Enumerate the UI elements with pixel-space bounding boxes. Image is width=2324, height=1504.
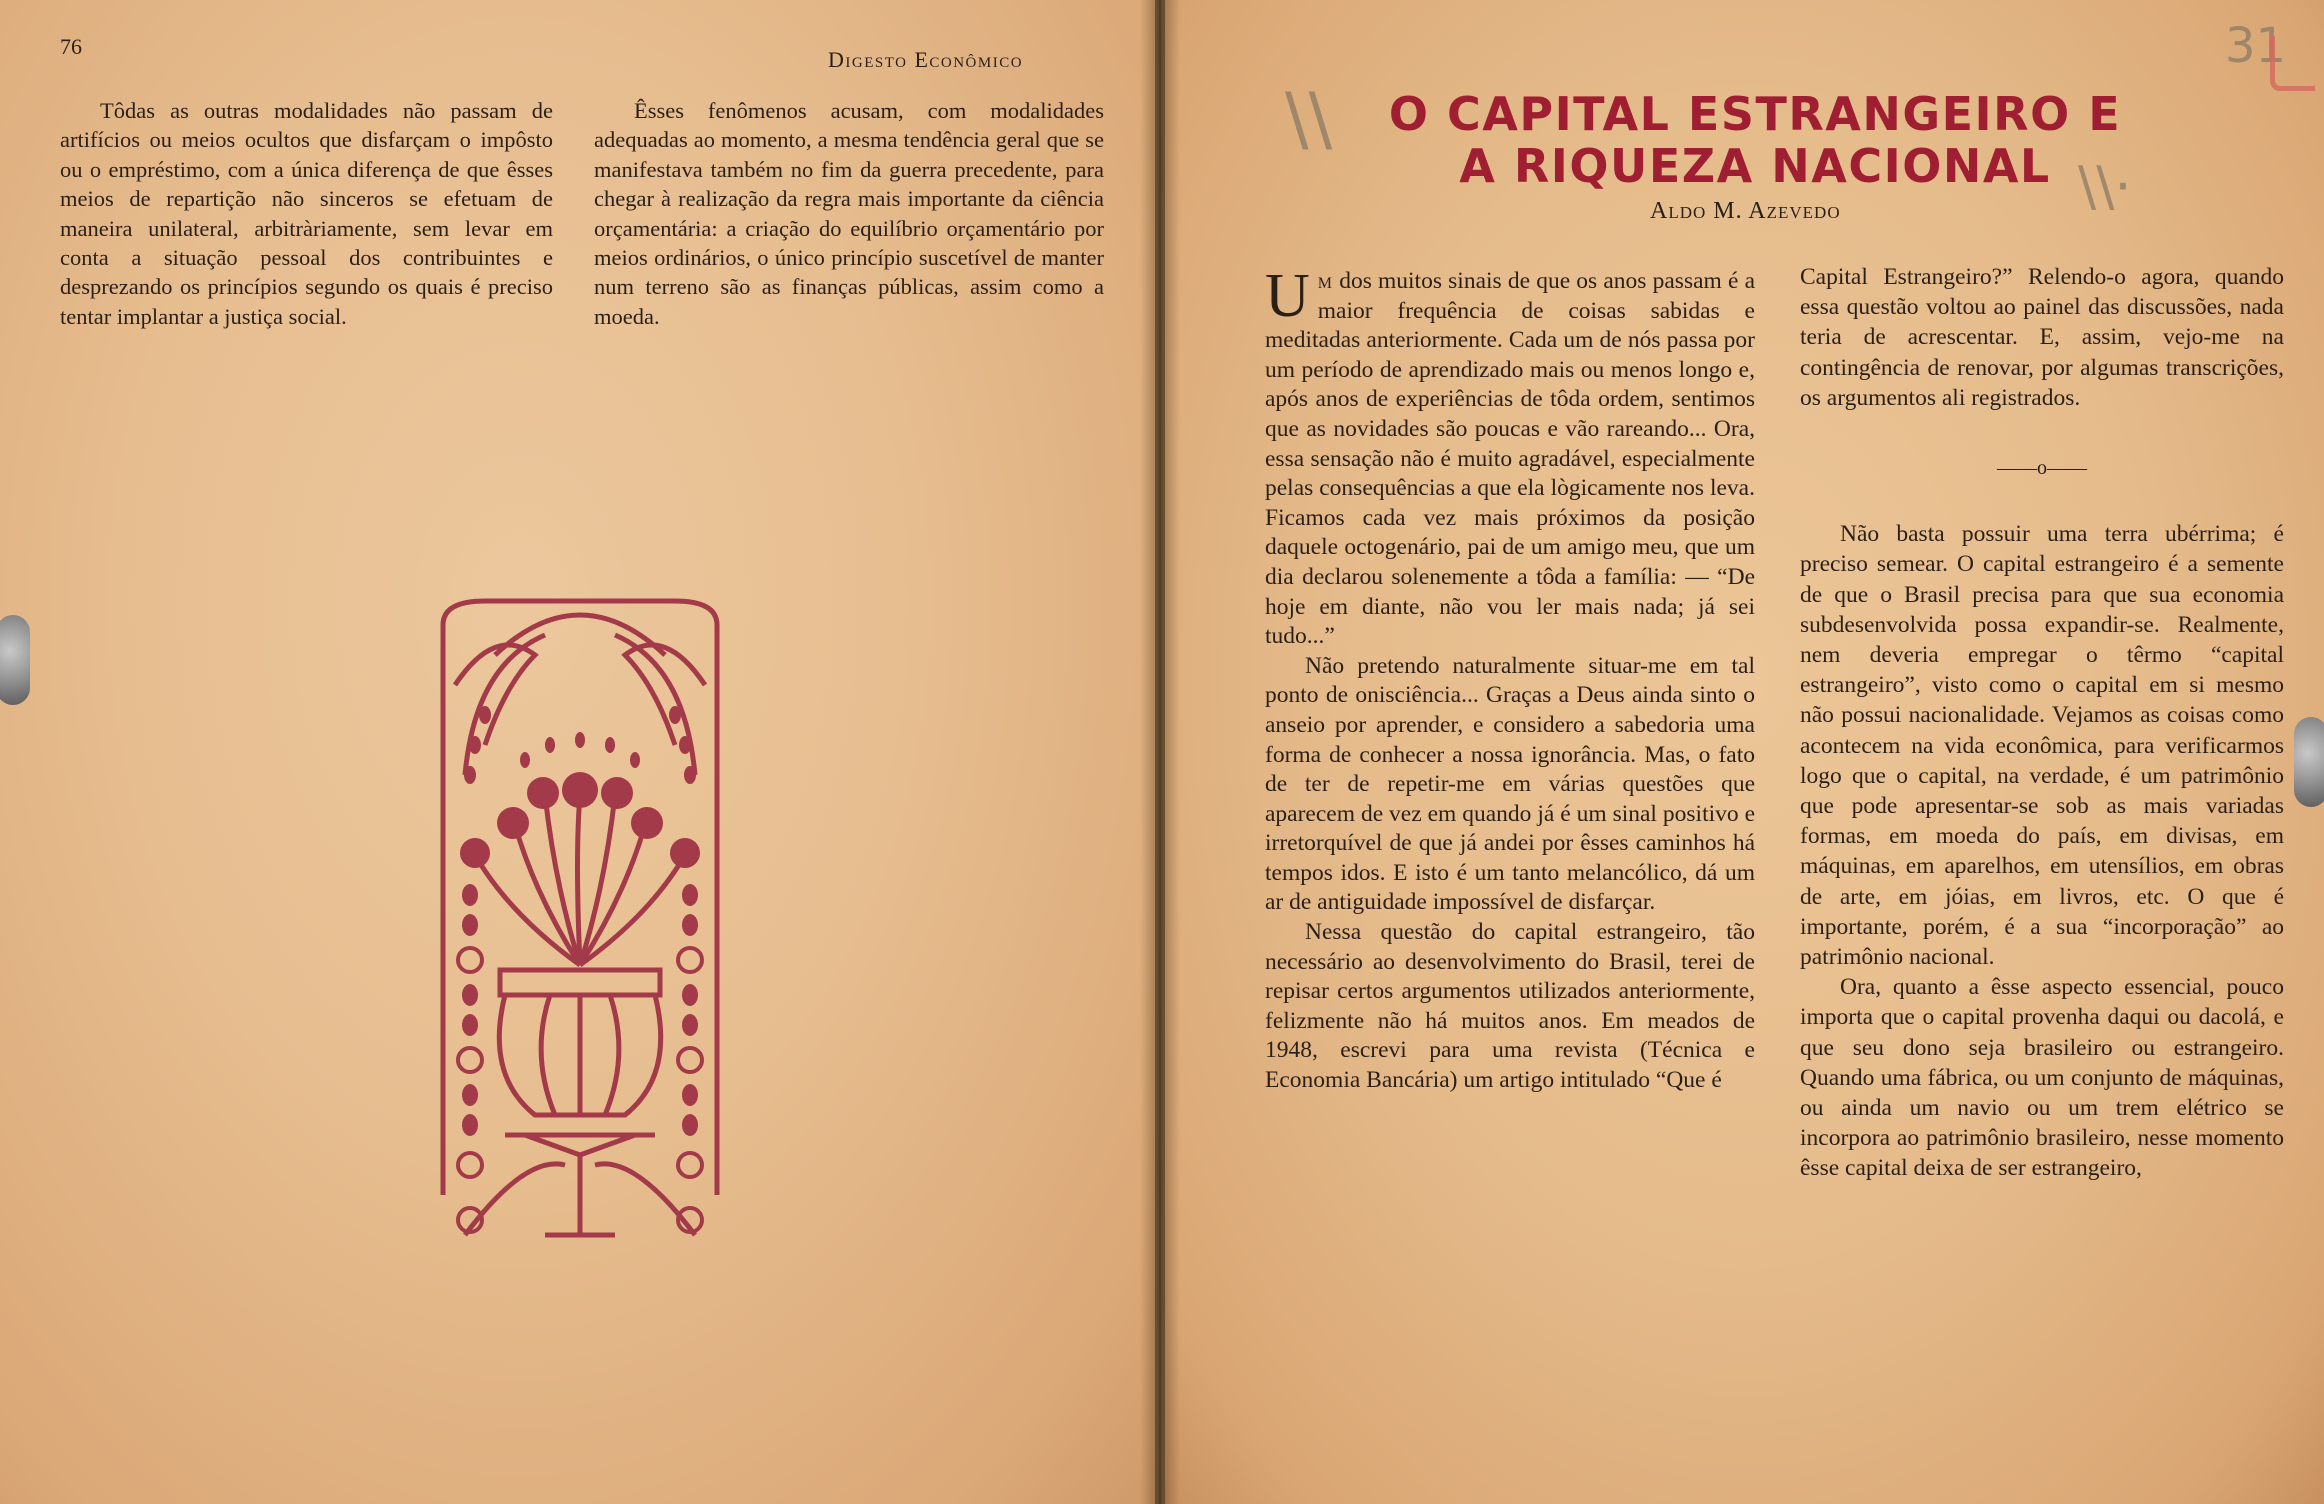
section-separator: ——o—— (1997, 457, 2087, 480)
first-word-rest: m (1317, 268, 1334, 294)
dropcap: U (1265, 262, 1310, 330)
paragraph: Tôdas as outras modalidades não passam de artifícios ou meios ocultos que disfarçam o impôsto ou o empréstimo, com a única diferença de que êsses meios de repartição não sinceros se efetuam de maneira unilateral, arbitràriamente, sem levar em conta a situação pessoal dos contribuintes e desprezando os princípios segundo os quais é preciso tentar implantar a justiça social. (60, 98, 553, 329)
running-head: Digesto Econômico (828, 47, 1024, 72)
left-page (0, 0, 1155, 1504)
article-author: Aldo M. Azevedo (1650, 198, 1841, 224)
paragraph: Ora, quanto a êsse aspecto essencial, pouco importa que o capital provenha daqui ou dacolá, e que seu dono seja brasileiro ou estrangeiro. Quando uma fábrica, ou um conjunto de máquinas, ou ainda um navio ou um trem elétrico se incorpora ao patrimônio brasileiro, nesse momento êsse capital deixa de ser estrangeiro, (1800, 974, 2284, 1182)
opening-text: dos muitos sinais de que os anos passam é a maior frequência de coisas sabidas e meditadas anteriormente. Cada um de nós passa por um período de aprendizado mais ou menos longo e, após anos de experiências de tôda ordem, sentimos que as novidades são poucas e vão rareando... Ora, essa sensação não é muito agradável, especialmente pelas consequências a que ela lògicamente nos leva. Ficamos cada vez mais próximos da posição daquele octogenário, pai de um amigo meu, que um dia declarou solenemente a tôda a família: — “De hoje em diante, não vou ler mais nada; já sei tudo...” (1265, 268, 1756, 650)
paragraph: Não pretendo naturalmente situar-me em tal ponto de onisciência... Graças a Deus ainda sinto o anseio por aprender, e considero a sabedoria uma forma de conhecer a nossa ignorância. Mas, o fato de ter de repetir-me em várias questões que aparecem de vez em quando já é um sinal positivo e irretorquível de que já andei por êsses caminhos há tempos idos. E isto é um tanto melancólico, dá um ar de antiguidade impossível de disfarçar. (1265, 652, 1755, 916)
paragraph: Capital Estrangeiro?” Relendo-o agora, quando essa questão voltou ao painel das discussões, nada teria de acrescentar. E, assim, vejo-me na contingência de renovar, por algumas transcrições, os argumentos ali registrados. (1800, 264, 2284, 411)
right-column-2 (1800, 262, 2284, 1184)
left-column-1 (60, 96, 553, 331)
pencil-page-mark: 31 (2225, 18, 2287, 74)
article-title: O CAPITAL ESTRANGEIRO E A RIQUEZA NACIONAL (1388, 87, 2122, 193)
paragraph: Não basta possuir uma terra ubérrima; é preciso semear. O capital estrangeiro é a semente de que o Brasil precisa para que sua economia subdesenvolvida possa expandir-se. Realmente, nem deveria empregar o têrmo “capital estrangeiro”, visto como o capital em si mesmo não possui nacionalidade. Vejamos as coisas como acontecem na vida econômica, para verificarmos logo que o capital, na verdade, é um patrimônio que pode apresentar-se sob as mais variadas formas, em moeda do país, em divisas, em máquinas, em aparelhos, em utensílios, em obras de arte, em jóias, em livros, etc. O que é importante, porém, é a sua “incorporação” ao patrimônio nacional. (1800, 521, 2284, 971)
paragraph: Êsses fenômenos acusam, com modalidades adequadas ao momento, a mesma tendência geral que se manifestava também no fim da guerra precedente, para chegar à realização da regra mais importante da ciência orçamentária: a criação do equilíbrio orçamentário por meios ordinários, o único princípio suscetível de manter num terreno são as finanças públicas, assim como a moeda. (594, 98, 1104, 329)
left-column-2 (594, 96, 1104, 331)
paragraph: Nessa questão do capital estrangeiro, tão necessário ao desenvolvimento do Brasil, terei de repisar certos argumentos utilizados anteriormente, felizmente não há muitos anos. Em meados de 1948, escrevi para uma revista (Técnica e Economia Bancária) um artigo intitulado “Que é (1265, 919, 1755, 1094)
opening-paragraph (1265, 262, 1756, 652)
pencil-bracket-mark: \\ (1285, 78, 1333, 160)
page-number: 76 (60, 34, 82, 59)
book-gutter (1140, 0, 1180, 1504)
right-staple-icon (2294, 717, 2324, 807)
red-pencil-mark (2270, 36, 2315, 91)
floral-vase-ornament (425, 595, 735, 1255)
right-column-1 (1265, 262, 1756, 1096)
left-staple-icon (0, 615, 30, 705)
pencil-bracket-mark: \\· (2078, 155, 2132, 218)
